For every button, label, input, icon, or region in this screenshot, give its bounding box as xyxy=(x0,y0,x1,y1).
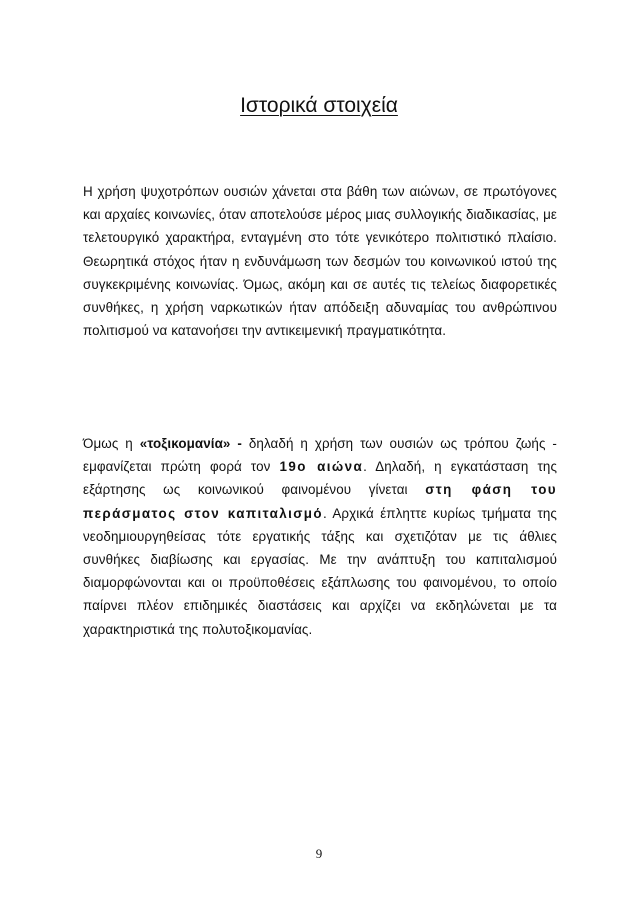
emphasis-19th-century: 19ο αιώνα xyxy=(279,459,364,475)
page-number: 9 xyxy=(315,846,323,861)
paragraph-history-intro: Η χρήση ψυχοτρόπων ουσιών χάνεται στα βάθη των αιώνων, σε πρωτόγονες και αρχαίες κοινωνίες, όταν αποτελούσε μέρος μιας συλλογικής διαδικασίας, με τελετουργικό χαρακτήρα, ενταγμένη στο τότε γενικότερο πολιτιστικό πλαίσιο. Θεωρητικά στόχος ήταν η ενδυνάμωση των δεσμών του κοινωνικού ιστού της συγκεκριμένης κοινωνίας. Όμως, ακόμη και σε αυτές τις τελείως διαφορετικές συνθήκες, η χρήση ναρκωτικών ήταν απόδειξη αδυναμίας του ανθρώπινου πολιτισμού να κατανοήσει την αντικειμενική πραγματικότητα. xyxy=(83,184,557,339)
emphasis-toxicomania: «τοξικομανία» - xyxy=(139,436,242,451)
paragraph-text: . Αρχικά έπληττε κυρίως τμήματα της νεοδημιουργηθείσας τότε εργατικής τάξης και σχετιζόταν με τις άθλιες συνθήκες διαβίωσης και εργασίας. Με την ανάπτυξη του καπιταλισμού διαμορφώνονται και οι προϋποθέσεις εξάπλωσης του φαινομένου, το οποίο παίρνει πλέον επιδημικές διαστάσεις και αρχίζει να εκδηλώνεται με τα χαρακτηριστικά της πολυτοξικομανίας. xyxy=(83,505,557,637)
paragraph-toxicomania xyxy=(83,432,557,641)
page-title xyxy=(0,93,638,119)
paragraph-text: Όμως η xyxy=(83,436,140,451)
page-title-text: Ιστορικά στοιχεία xyxy=(240,94,398,117)
paragraph-text: δηλαδή η χρήση των ουσιών ως τρόπου ζωής - εμφανίζεται πρώτη φορά τον xyxy=(83,436,557,475)
emphasis-capitalism-transition: στη φάση του περάσματος στον καπιταλισμό xyxy=(83,482,557,521)
paragraph-text: . Δηλαδή, η εγκατάσταση της εξάρτησης ως κοινωνικού φαινομένου γίνεται xyxy=(83,459,557,498)
